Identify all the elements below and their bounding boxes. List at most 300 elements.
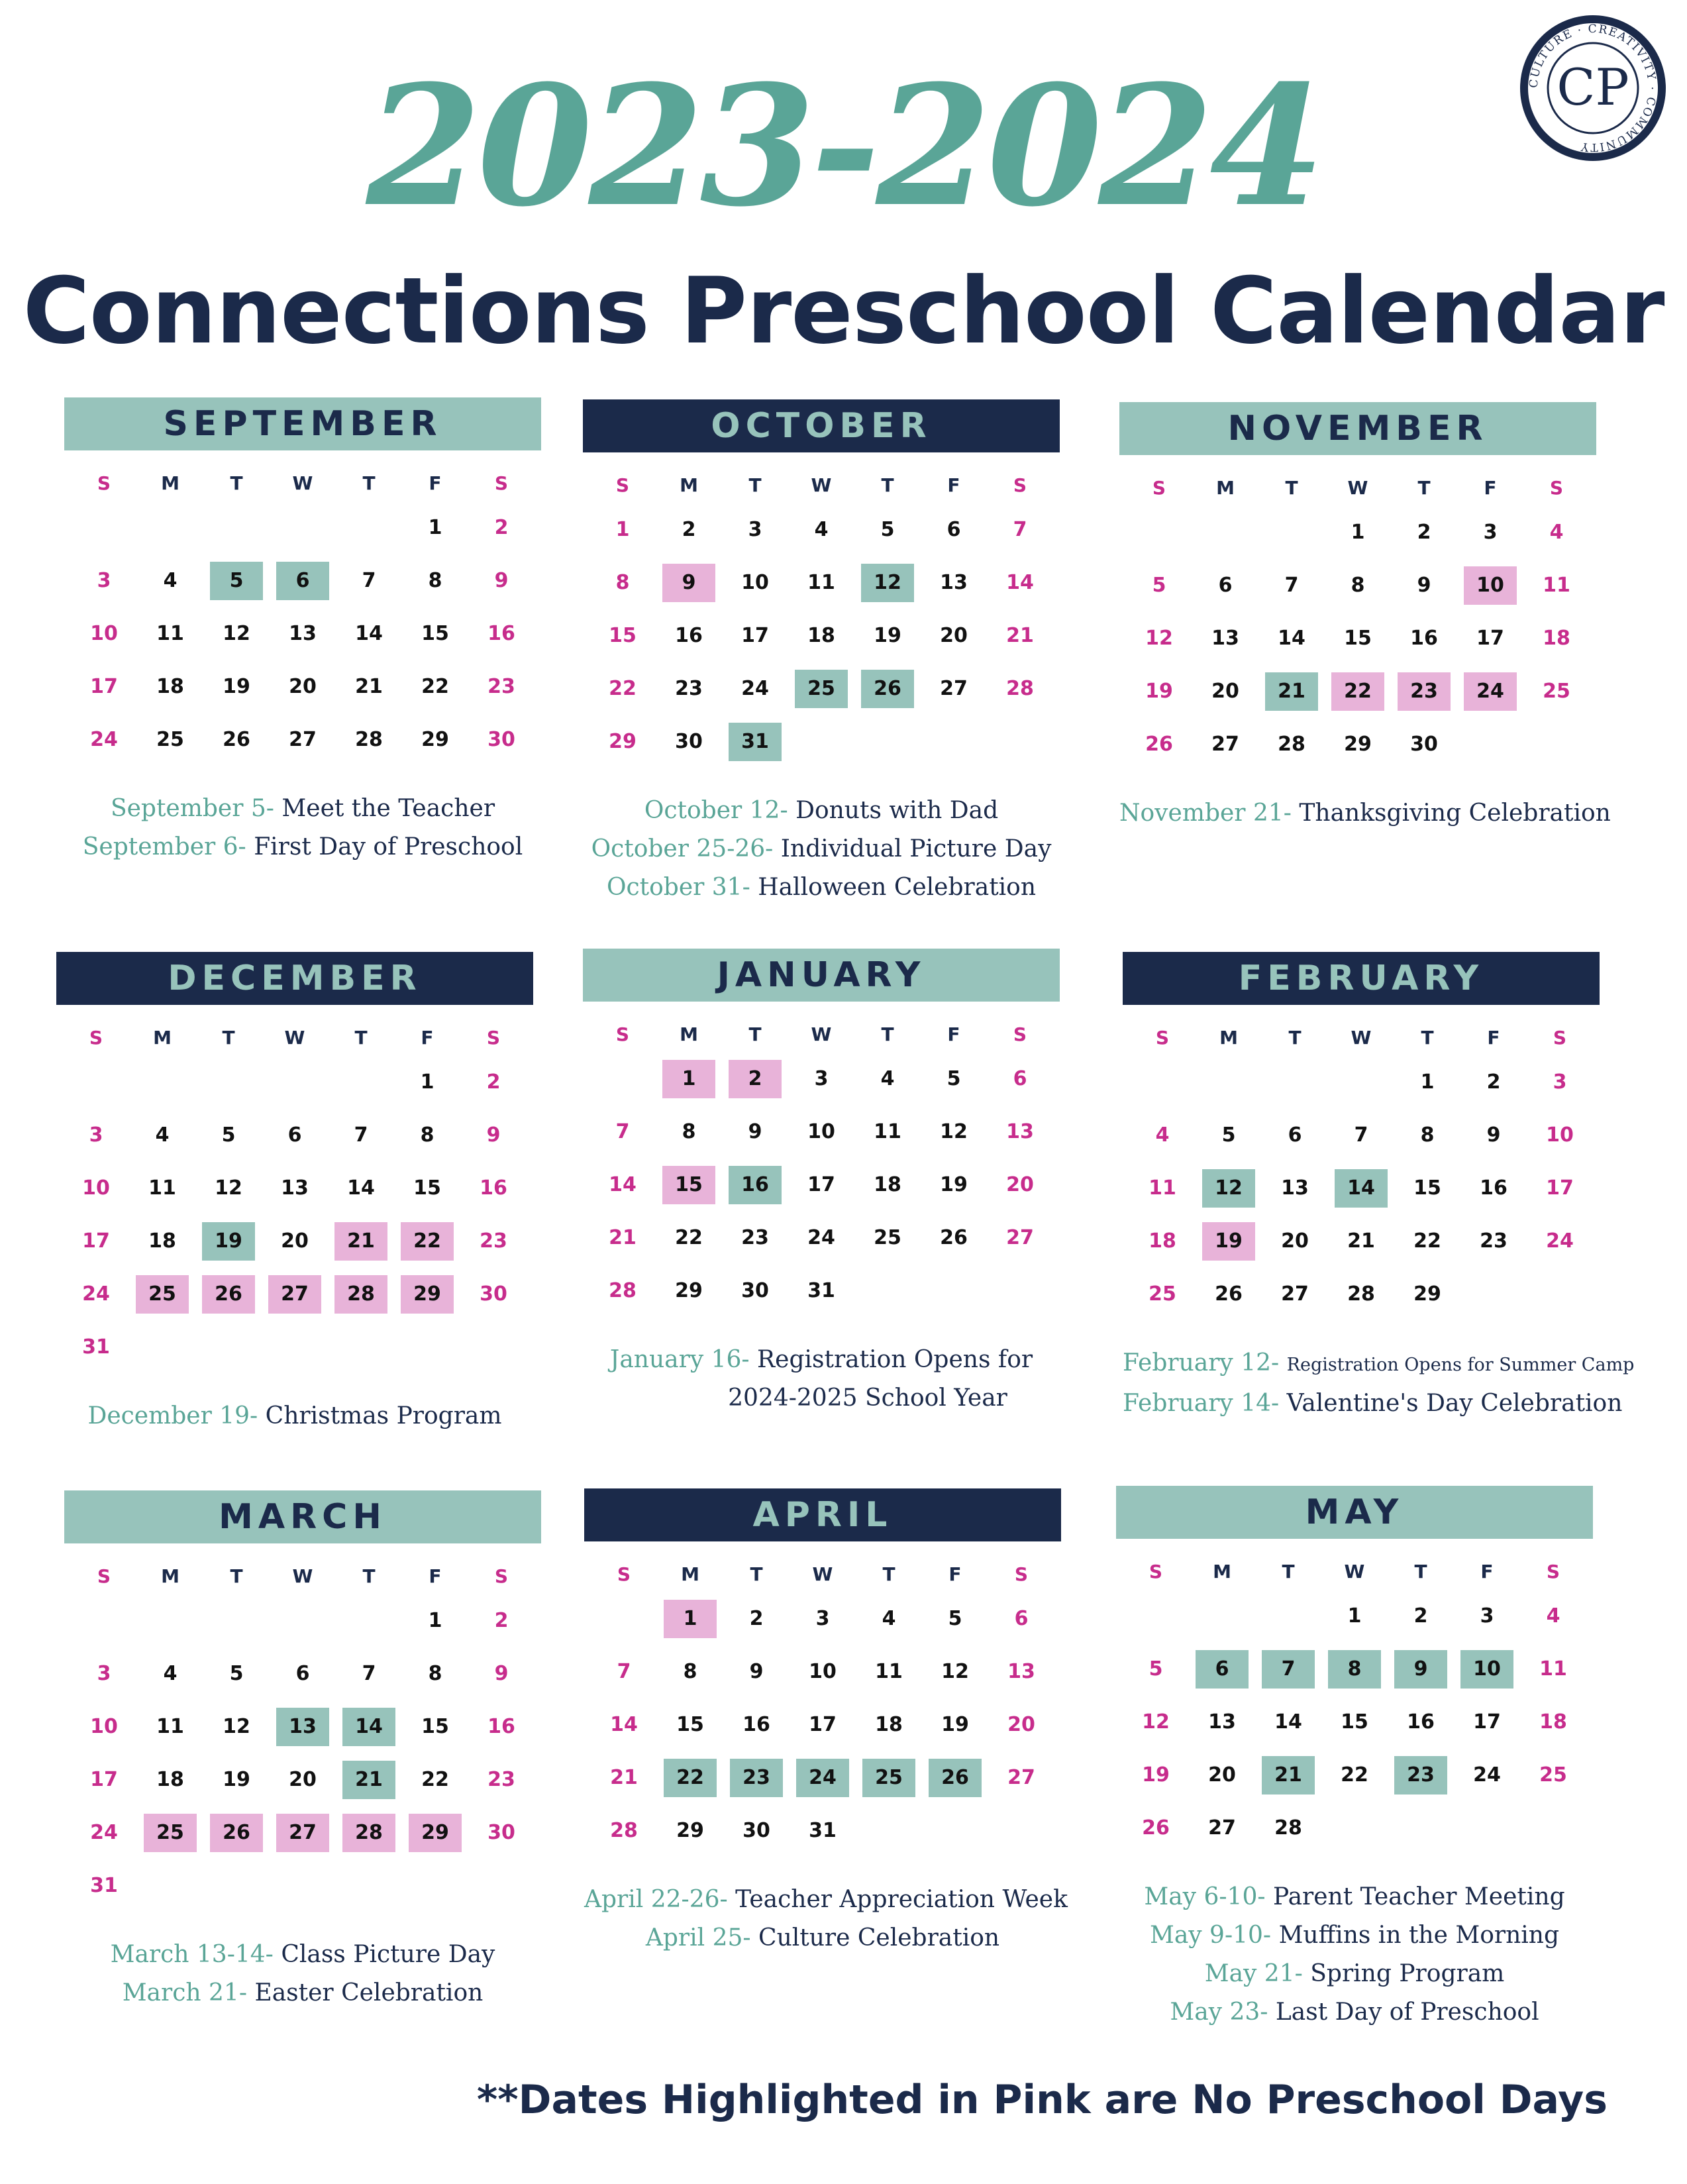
day-cell: [790, 1645, 856, 1698]
day-cell: [1520, 1589, 1586, 1642]
weekday-header: S: [1155, 1027, 1170, 1049]
logo-ring-text: CULTURE · CREATIVITY · COMMUNITY: [1527, 22, 1659, 154]
month-december: [56, 952, 533, 1435]
day-cell: [723, 1592, 790, 1645]
day-number: 13: [940, 571, 968, 594]
day-cell: [1460, 1161, 1527, 1214]
day-cell: [270, 607, 336, 660]
day-number: 6: [1218, 574, 1233, 597]
event-line: [1116, 1993, 1593, 2032]
day-cell: [1321, 1748, 1388, 1801]
day-number: 29: [1413, 1282, 1441, 1306]
day-number: 20: [289, 675, 317, 698]
day-cell: [987, 662, 1053, 715]
day-cell: [336, 1647, 402, 1700]
day-number: 3: [1553, 1070, 1567, 1094]
day-number: 23: [1480, 1229, 1508, 1253]
day-number: 15: [1344, 627, 1372, 650]
day-cell: [262, 1108, 328, 1161]
day-cell: [1394, 1267, 1460, 1320]
day-cell: [63, 1267, 129, 1320]
day-number: 14: [355, 622, 383, 645]
day-number: 27: [1281, 1282, 1309, 1306]
day-number: 15: [1341, 1710, 1368, 1734]
day-cell: [137, 1647, 203, 1700]
day-number: 12: [1145, 627, 1173, 650]
day-number: 9: [662, 564, 715, 602]
day-number: 11: [807, 571, 835, 594]
day-cell: [71, 1806, 137, 1859]
day-cell: [270, 1700, 336, 1753]
day-number: 4: [882, 1607, 896, 1630]
day-cell: [722, 662, 788, 715]
day-number: 4: [155, 1123, 170, 1147]
month-events: [64, 1936, 541, 2012]
day-number: 28: [1006, 677, 1034, 700]
weekday-header: S: [1152, 477, 1166, 499]
day-number: 28: [1347, 1282, 1375, 1306]
day-cell: [1454, 1589, 1520, 1642]
day-cell: [856, 1751, 922, 1804]
day-number: 11: [1543, 574, 1570, 597]
day-number: 2: [749, 1607, 764, 1630]
event-date: December 19-: [87, 1402, 258, 1430]
day-cell: [788, 662, 854, 715]
day-number: 26: [202, 1275, 255, 1314]
day-cell: [402, 607, 468, 660]
month-banner: SEPTEMBER: [64, 397, 541, 450]
day-cell: [656, 715, 722, 768]
day-number: 30: [487, 1821, 515, 1844]
day-cell: [854, 1158, 921, 1211]
day-number: 6: [946, 518, 961, 541]
day-cell: [589, 556, 656, 609]
day-number: 19: [202, 1222, 255, 1261]
day-cell: [722, 503, 788, 556]
event-line: [64, 790, 541, 828]
weekday-header: M: [1213, 1561, 1231, 1583]
day-cell: [262, 1161, 328, 1214]
day-cell: [460, 1161, 527, 1214]
day-number: 12: [215, 1176, 242, 1200]
day-number: 21: [610, 1766, 638, 1789]
empty-day: [63, 1055, 129, 1108]
day-number: 23: [730, 1759, 783, 1797]
year-heading: 2023-2024: [366, 48, 1321, 243]
day-number: 12: [223, 1715, 250, 1738]
month-october: [583, 399, 1060, 907]
day-cell: [203, 1753, 270, 1806]
day-number: 18: [1149, 1229, 1176, 1253]
day-cell: [922, 1751, 988, 1804]
event-line: [584, 1881, 1068, 1919]
weekday-header: S: [1013, 1023, 1027, 1045]
day-number: 7: [362, 569, 376, 592]
day-number: 27: [276, 1814, 329, 1852]
weekday-header: W: [812, 1563, 833, 1585]
month-march: [64, 1490, 541, 2012]
day-number: 2: [494, 516, 509, 539]
day-number: 21: [1262, 1756, 1315, 1794]
day-cell: [987, 1158, 1053, 1211]
month-events: [56, 1397, 533, 1435]
day-cell: [1527, 1108, 1593, 1161]
day-number: 12: [941, 1660, 969, 1683]
month-april: [584, 1488, 1068, 1957]
month-banner: JANUARY: [583, 949, 1060, 1002]
day-number: 12: [940, 1120, 968, 1143]
weekday-header: W: [284, 1027, 305, 1049]
day-cell: [1388, 1642, 1454, 1695]
day-cell: [71, 1647, 137, 1700]
day-cell: [1457, 558, 1523, 611]
day-number: 4: [163, 1662, 178, 1685]
event-date: September 5-: [110, 795, 274, 822]
day-cell: [1394, 1055, 1460, 1108]
day-number: 17: [809, 1713, 837, 1736]
day-cell: [137, 607, 203, 660]
empty-day: [1196, 1055, 1262, 1108]
day-cell: [468, 554, 535, 607]
empty-day: [129, 1055, 195, 1108]
day-number: 10: [1460, 1650, 1513, 1689]
day-cell: [656, 1211, 722, 1264]
day-number: 25: [144, 1814, 197, 1852]
day-number: 16: [742, 1713, 770, 1736]
day-cell: [1321, 1589, 1388, 1642]
weekday-header: W: [1347, 477, 1368, 499]
day-number: 2: [682, 518, 696, 541]
day-number: 6: [1288, 1123, 1302, 1147]
day-number: 14: [1335, 1169, 1388, 1208]
day-cell: [722, 1264, 788, 1317]
weekday-header: F: [429, 472, 442, 494]
day-cell: [589, 1211, 656, 1264]
empty-day: [203, 501, 270, 554]
day-number: 23: [1394, 1756, 1447, 1794]
day-number: 6: [1014, 1607, 1029, 1630]
day-number: 30: [487, 728, 515, 751]
day-cell: [589, 609, 656, 662]
day-number: 16: [729, 1166, 782, 1204]
weekday-header: S: [1013, 474, 1027, 496]
day-cell: [790, 1751, 856, 1804]
day-number: 25: [1149, 1282, 1176, 1306]
weekday-header: S: [1014, 1563, 1029, 1585]
day-cell: [1123, 1801, 1189, 1854]
day-cell: [1391, 717, 1457, 770]
day-cell: [856, 1698, 922, 1751]
day-cell: [1391, 611, 1457, 664]
day-number: 4: [1549, 521, 1564, 544]
day-cell: [854, 556, 921, 609]
day-number: 26: [861, 670, 914, 708]
event-date: March 13-14-: [110, 1941, 274, 1968]
day-number: 20: [1211, 680, 1239, 703]
footnote: **Dates Highlighted in Pink are No Preschool Days: [476, 2077, 1608, 2123]
event-line: [583, 830, 1060, 868]
month-banner: OCTOBER: [583, 399, 1060, 452]
empty-day: [1328, 1055, 1394, 1108]
day-number: 19: [223, 675, 250, 698]
day-number: 31: [82, 1335, 110, 1359]
day-cell: [328, 1108, 394, 1161]
event-line: [1116, 1955, 1593, 1993]
weekday-header: F: [947, 1023, 960, 1045]
day-number: 10: [1464, 566, 1517, 605]
day-cell: [1255, 1748, 1321, 1801]
day-cell: [589, 1105, 656, 1158]
day-number: 22: [1413, 1229, 1441, 1253]
day-number: 20: [281, 1229, 309, 1253]
day-number: 22: [609, 677, 637, 700]
day-cell: [1262, 1108, 1328, 1161]
day-cell: [1126, 558, 1192, 611]
day-cell: [922, 1698, 988, 1751]
day-number: 1: [420, 1070, 435, 1094]
weekday-header: T: [1288, 1027, 1302, 1049]
day-number: 3: [815, 1607, 830, 1630]
day-number: 5: [880, 518, 895, 541]
day-number: 18: [1539, 1710, 1567, 1734]
event-text: Donuts with Dad: [795, 797, 999, 824]
day-number: 15: [1413, 1176, 1441, 1200]
day-cell: [203, 554, 270, 607]
day-number: 11: [874, 1120, 901, 1143]
day-number: 5: [1149, 1657, 1163, 1681]
day-cell: [722, 1211, 788, 1264]
day-cell: [1527, 1214, 1593, 1267]
month-banner: DECEMBER: [56, 952, 533, 1005]
day-number: 15: [609, 624, 637, 647]
event-text: Halloween Celebration: [758, 874, 1037, 901]
day-cell: [336, 1700, 402, 1753]
day-number: 18: [807, 624, 835, 647]
day-cell: [1321, 1642, 1388, 1695]
day-cell: [1391, 558, 1457, 611]
day-number: 13: [1007, 1660, 1035, 1683]
weekday-header: S: [89, 1027, 103, 1049]
day-number: 13: [1006, 1120, 1034, 1143]
day-cell: [137, 1753, 203, 1806]
day-cell: [63, 1214, 129, 1267]
day-number: 14: [609, 1173, 637, 1196]
day-cell: [1189, 1642, 1255, 1695]
empty-day: [589, 1052, 656, 1105]
day-cell: [336, 1753, 402, 1806]
month-events: [1119, 794, 1611, 833]
day-cell: [723, 1804, 790, 1857]
weekday-header: T: [881, 1023, 894, 1045]
day-number: 22: [664, 1759, 717, 1797]
day-number: 3: [97, 569, 111, 592]
day-number: 31: [809, 1819, 837, 1842]
weekday-header: T: [362, 1565, 376, 1587]
weekday-header: T: [230, 472, 243, 494]
month-events: [1123, 1344, 1635, 1423]
day-cell: [71, 1859, 137, 1912]
day-number: 7: [362, 1662, 376, 1685]
day-cell: [63, 1108, 129, 1161]
month-grid: [1123, 1539, 1593, 1854]
day-number: 11: [156, 1715, 184, 1738]
day-number: 5: [221, 1123, 236, 1147]
day-cell: [63, 1320, 129, 1373]
day-number: 8: [1420, 1123, 1435, 1147]
day-cell: [1129, 1214, 1196, 1267]
day-cell: [129, 1267, 195, 1320]
day-number: 6: [1196, 1650, 1249, 1689]
day-number: 14: [610, 1713, 638, 1736]
event-line: [1116, 1916, 1593, 1955]
weekday-header: F: [1480, 1561, 1494, 1583]
day-cell: [1454, 1695, 1520, 1748]
day-cell: [468, 607, 535, 660]
day-number: 14: [342, 1708, 395, 1746]
day-number: 27: [289, 728, 317, 751]
day-number: 24: [1546, 1229, 1574, 1253]
day-number: 22: [1341, 1763, 1368, 1787]
event-text-continued: 2024-2025 School Year: [728, 1384, 1007, 1412]
day-cell: [137, 660, 203, 713]
day-cell: [591, 1751, 657, 1804]
day-number: 13: [281, 1176, 309, 1200]
weekday-header: W: [811, 474, 832, 496]
day-cell: [854, 503, 921, 556]
day-number: 8: [682, 1120, 696, 1143]
day-number: 26: [210, 1814, 263, 1852]
day-number: 8: [428, 569, 442, 592]
weekday-header: F: [1487, 1027, 1500, 1049]
event-date: November 21-: [1119, 800, 1292, 827]
day-cell: [788, 1211, 854, 1264]
day-number: 30: [675, 730, 703, 753]
day-number: 28: [342, 1814, 395, 1852]
empty-day: [137, 1594, 203, 1647]
day-cell: [656, 556, 722, 609]
empty-day: [195, 1055, 262, 1108]
day-number: 25: [1539, 1763, 1567, 1787]
day-cell: [656, 1052, 722, 1105]
day-number: 4: [1546, 1604, 1560, 1628]
day-number: 19: [940, 1173, 968, 1196]
day-number: 15: [662, 1166, 715, 1204]
day-number: 6: [295, 1662, 310, 1685]
day-cell: [1325, 558, 1391, 611]
day-cell: [589, 503, 656, 556]
day-number: 1: [1420, 1070, 1435, 1094]
day-cell: [71, 660, 137, 713]
day-number: 6: [276, 562, 329, 600]
weekday-header: W: [1344, 1561, 1365, 1583]
day-number: 16: [1410, 627, 1438, 650]
day-cell: [336, 660, 402, 713]
day-number: 17: [807, 1173, 835, 1196]
event-line: [1119, 794, 1611, 833]
weekday-header: S: [1549, 477, 1564, 499]
day-cell: [656, 1158, 722, 1211]
day-cell: [402, 501, 468, 554]
day-number: 3: [748, 518, 762, 541]
day-number: 17: [1473, 1710, 1501, 1734]
day-cell: [722, 1052, 788, 1105]
day-number: 12: [1142, 1710, 1170, 1734]
day-number: 19: [1202, 1222, 1255, 1261]
empty-day: [1126, 505, 1192, 558]
day-cell: [1460, 1108, 1527, 1161]
day-cell: [460, 1214, 527, 1267]
day-number: 10: [1546, 1123, 1574, 1147]
day-number: 20: [1208, 1763, 1236, 1787]
day-number: 29: [609, 730, 637, 753]
month-banner: NOVEMBER: [1119, 402, 1596, 455]
day-number: 9: [494, 1662, 509, 1685]
day-number: 23: [480, 1229, 507, 1253]
day-number: 5: [1221, 1123, 1236, 1147]
weekday-header: W: [811, 1023, 832, 1045]
empty-day: [1129, 1055, 1196, 1108]
event-text: Spring Program: [1310, 1960, 1505, 1987]
day-cell: [1520, 1642, 1586, 1695]
day-number: 2: [486, 1070, 501, 1094]
event-line: [1123, 1384, 1623, 1423]
day-number: 24: [1464, 672, 1517, 711]
day-number: 30: [1410, 733, 1438, 756]
event-line: [583, 868, 1060, 907]
day-number: 22: [421, 1768, 449, 1791]
event-text: Christmas Program: [265, 1402, 502, 1430]
weekday-header: M: [153, 1027, 172, 1049]
empty-day: [1192, 505, 1258, 558]
weekday-header: M: [161, 1565, 179, 1587]
day-number: 2: [729, 1060, 782, 1098]
month-grid: [71, 450, 541, 766]
day-cell: [987, 609, 1053, 662]
day-cell: [262, 1214, 328, 1267]
empty-day: [1262, 1055, 1328, 1108]
month-grid: [71, 1543, 541, 1912]
empty-day: [1255, 1589, 1321, 1642]
month-banner: APRIL: [584, 1488, 1061, 1541]
day-cell: [854, 1211, 921, 1264]
day-cell: [1457, 611, 1523, 664]
day-cell: [129, 1214, 195, 1267]
day-cell: [1196, 1108, 1262, 1161]
month-events: [583, 1341, 1060, 1418]
day-number: 29: [401, 1275, 454, 1314]
month-events: [1116, 1878, 1593, 2032]
day-number: 26: [1142, 1816, 1170, 1840]
day-cell: [402, 1753, 468, 1806]
weekday-header: T: [222, 1027, 235, 1049]
day-cell: [1192, 558, 1258, 611]
day-cell: [788, 609, 854, 662]
day-number: 3: [97, 1662, 111, 1685]
day-cell: [657, 1698, 723, 1751]
weekday-header: F: [948, 1563, 962, 1585]
day-number: 3: [89, 1123, 103, 1147]
day-number: 4: [814, 518, 829, 541]
day-cell: [63, 1161, 129, 1214]
day-number: 1: [1347, 1604, 1362, 1628]
day-cell: [1520, 1695, 1586, 1748]
empty-day: [1258, 505, 1325, 558]
day-cell: [1388, 1695, 1454, 1748]
day-number: 3: [1483, 521, 1498, 544]
day-number: 23: [487, 675, 515, 698]
day-cell: [137, 1700, 203, 1753]
day-cell: [1523, 664, 1590, 717]
